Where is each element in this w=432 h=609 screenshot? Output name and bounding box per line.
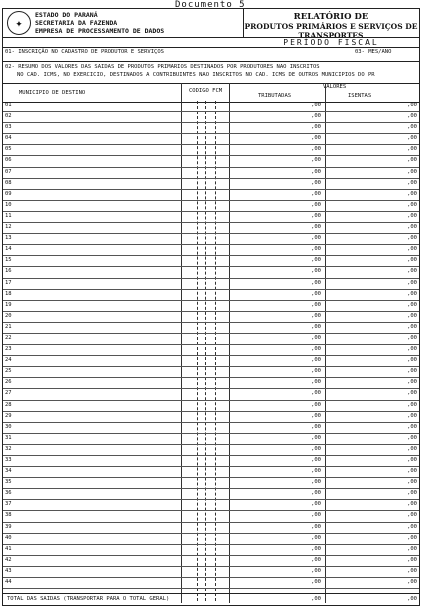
row-isentas: ,00 [407,534,417,541]
row-tributadas: ,00 [311,567,321,574]
row-number: 36 [5,490,12,497]
row-number: 07 [5,168,12,175]
row-tributadas: ,00 [311,157,321,164]
table-row [3,467,419,478]
document-label: Documento 5 [175,0,246,10]
row-number: 12 [5,224,12,231]
row-isentas: ,00 [407,390,417,397]
row-number: 40 [5,534,12,541]
col-tributadas: TRIBUTADAS [258,93,292,99]
row-number: 24 [5,357,12,364]
row-number: 05 [5,146,12,153]
row-isentas: ,00 [407,401,417,408]
row-tributadas: ,00 [311,401,321,408]
table-row [3,478,419,489]
row-number: 18 [5,290,12,297]
row-number: 43 [5,567,12,574]
row-number: 22 [5,334,12,341]
table-row [3,445,419,456]
row-tributadas: ,00 [311,368,321,375]
row-tributadas: ,00 [311,479,321,486]
col-codigo: CODIGO FCM [189,88,223,94]
row-tributadas: ,00 [311,179,321,186]
row-tributadas: ,00 [311,146,321,153]
row-isentas: ,00 [407,479,417,486]
column-header [3,83,419,103]
row-tributadas: ,00 [311,312,321,319]
row-tributadas: ,00 [311,246,321,253]
row-isentas: ,00 [407,512,417,519]
table-row [3,290,419,301]
table-row [3,301,419,312]
row-number: 10 [5,201,12,208]
row-tributadas: ,00 [311,257,321,264]
row-isentas: ,00 [407,257,417,264]
row-isentas: ,00 [407,579,417,586]
row-isentas: ,00 [407,179,417,186]
table-row [3,112,419,123]
table-row [3,523,419,534]
table-row [3,190,419,201]
row-isentas: ,00 [407,201,417,208]
row-tributadas: ,00 [311,224,321,231]
table-row [3,334,419,345]
row-tributadas: ,00 [311,434,321,441]
row-number: 01 [5,102,12,108]
table-row [3,212,419,223]
report-title-1: RELATÓRIO DE [293,12,369,22]
row-isentas: ,00 [407,157,417,164]
row-number: 13 [5,235,12,242]
row-number: 30 [5,423,12,430]
row-isentas: ,00 [407,545,417,552]
table-row [3,223,419,234]
row-number: 23 [5,346,12,353]
row-isentas: ,00 [407,334,417,341]
row-isentas: ,00 [407,368,417,375]
table-row [3,578,419,589]
total-tributadas: ,00 [311,596,321,602]
row-tributadas: ,00 [311,445,321,452]
row-isentas: ,00 [407,457,417,463]
row-tributadas: ,00 [311,412,321,419]
row-isentas: ,00 [407,323,417,330]
col-valores: VALORES [323,84,347,90]
row-tributadas: ,00 [311,279,321,286]
row-number: 20 [5,312,12,319]
table-row [3,279,419,290]
row-number: 17 [5,279,12,286]
row-tributadas: ,00 [311,212,321,219]
field-01-label: 01- INSCRIÇÃO NO CADASTRO DE PRODUTOR E SERVIÇOS [5,49,164,55]
row-tributadas: ,00 [311,423,321,430]
row-tributadas: ,00 [311,545,321,552]
row-isentas: ,00 [407,212,417,219]
table-row [3,323,419,334]
row-number: 44 [5,579,12,586]
header-government-block [3,9,244,37]
row-number: 34 [5,468,12,475]
row-tributadas: ,00 [311,124,321,131]
row-isentas: ,00 [407,301,417,308]
total-label: TOTAL DAS SAIDAS (TRANSPORTAR PARA O TOTAL GERAL) [7,596,170,602]
row-isentas: ,00 [407,190,417,197]
row-number: 41 [5,545,12,552]
table-row [3,456,419,467]
table-row [3,423,419,434]
field-02-row [3,61,419,84]
row-tributadas: ,00 [311,468,321,475]
row-isentas: ,00 [407,135,417,142]
row-number: 26 [5,379,12,386]
row-tributadas: ,00 [311,357,321,364]
table-row [3,412,419,423]
row-isentas: ,00 [407,290,417,297]
row-isentas: ,00 [407,246,417,253]
row-number: 03 [5,124,12,131]
table-row [3,567,419,578]
row-number: 31 [5,434,12,441]
gov-line-1: ESTADO DO PARANÁ [35,11,98,19]
table-row [3,345,419,356]
row-number: 33 [5,457,12,463]
field-02-label-2: NO CAD. ICMS, NO EXERCICIO, DESTINADOS A CONTRIBUINTES NAO INSCRITOS NO CAD. ICMS DE OUTROS MUNICIPIOS DO PR [17,72,375,78]
row-tributadas: ,00 [311,113,321,120]
row-isentas: ,00 [407,567,417,574]
row-number: 25 [5,368,12,375]
row-tributadas: ,00 [311,334,321,341]
row-isentas: ,00 [407,268,417,275]
row-number: 02 [5,113,12,120]
row-number: 29 [5,412,12,419]
row-tributadas: ,00 [311,268,321,275]
row-tributadas: ,00 [311,390,321,397]
row-number: 19 [5,301,12,308]
table-row [3,389,419,400]
total-isentas: ,00 [407,596,417,602]
row-isentas: ,00 [407,346,417,353]
row-isentas: ,00 [407,412,417,419]
row-number: 39 [5,523,12,530]
form-frame [2,8,420,606]
field-01-row [3,47,419,62]
row-number: 16 [5,268,12,275]
state-seal-icon: ✦ [7,11,31,35]
table-row [3,312,419,323]
row-isentas: ,00 [407,423,417,430]
table-row [3,401,419,412]
row-isentas: ,00 [407,102,417,108]
row-tributadas: ,00 [311,168,321,175]
table-row [3,356,419,367]
row-tributadas: ,00 [311,457,321,463]
row-tributadas: ,00 [311,346,321,353]
row-number: 09 [5,190,12,197]
row-isentas: ,00 [407,235,417,242]
table-row [3,511,419,522]
row-number: 32 [5,445,12,452]
row-number: 37 [5,501,12,508]
row-number: 11 [5,212,12,219]
table-row [3,556,419,567]
row-isentas: ,00 [407,490,417,497]
row-tributadas: ,00 [311,523,321,530]
row-isentas: ,00 [407,279,417,286]
row-isentas: ,00 [407,312,417,319]
report-title-2: PRODUTOS PRIMÁRIOS E SERVIÇOS DE TRANSPORTES [244,22,418,40]
col-municipio: MUNICIPIO DE DESTINO [19,90,86,96]
municipio-rows [3,101,419,589]
row-number: 21 [5,323,12,330]
row-number: 15 [5,257,12,264]
row-isentas: ,00 [407,468,417,475]
row-isentas: ,00 [407,113,417,120]
row-number: 28 [5,401,12,408]
row-tributadas: ,00 [311,534,321,541]
table-row [3,489,419,500]
table-row [3,256,419,267]
row-isentas: ,00 [407,168,417,175]
row-tributadas: ,00 [311,556,321,563]
gov-line-2: SECRETARIA DA FAZENDA [35,19,118,27]
row-number: 08 [5,179,12,186]
row-isentas: ,00 [407,379,417,386]
row-tributadas: ,00 [311,323,321,330]
table-row [3,145,419,156]
row-tributadas: ,00 [311,102,321,108]
row-tributadas: ,00 [311,135,321,142]
field-02-label-1: 02- RESUMO DOS VALORES DAS SAIDAS DE PRODUTOS PRIMARIOS DESTINADOS POR PRODUTORES NAO INSCRITOS [5,64,320,70]
total-row [3,593,419,606]
row-number: 38 [5,512,12,519]
table-row [3,545,419,556]
row-tributadas: ,00 [311,579,321,586]
gov-line-3: EMPRESA DE PROCESSAMENTO DE DADOS [35,27,165,35]
table-row [3,201,419,212]
row-number: 42 [5,556,12,563]
row-number: 06 [5,157,12,164]
table-row [3,534,419,545]
table-row [3,434,419,445]
row-isentas: ,00 [407,224,417,231]
row-tributadas: ,00 [311,490,321,497]
row-isentas: ,00 [407,434,417,441]
row-tributadas: ,00 [311,235,321,242]
row-isentas: ,00 [407,523,417,530]
row-number: 35 [5,479,12,486]
row-tributadas: ,00 [311,501,321,508]
period-title: PERÍODO FISCAL [283,38,379,47]
field-03-label: 03- MES/ANO [355,49,392,55]
col-isentas: ISENTAS [348,93,372,99]
table-row [3,101,419,112]
header-title-block [243,9,419,40]
table-row [3,134,419,145]
row-tributadas: ,00 [311,512,321,519]
row-number: 04 [5,135,12,142]
table-row [3,179,419,190]
table-row [3,168,419,179]
row-isentas: ,00 [407,357,417,364]
table-row [3,234,419,245]
row-isentas: ,00 [407,146,417,153]
table-row [3,267,419,278]
row-tributadas: ,00 [311,379,321,386]
row-isentas: ,00 [407,445,417,452]
row-number: 14 [5,246,12,253]
row-tributadas: ,00 [311,290,321,297]
table-row [3,245,419,256]
table-row [3,500,419,511]
row-isentas: ,00 [407,501,417,508]
row-isentas: ,00 [407,556,417,563]
row-tributadas: ,00 [311,190,321,197]
row-tributadas: ,00 [311,301,321,308]
table-row [3,367,419,378]
table-row [3,378,419,389]
table-row [3,123,419,134]
row-isentas: ,00 [407,124,417,131]
row-number: 27 [5,390,12,397]
row-tributadas: ,00 [311,201,321,208]
table-row [3,156,419,167]
